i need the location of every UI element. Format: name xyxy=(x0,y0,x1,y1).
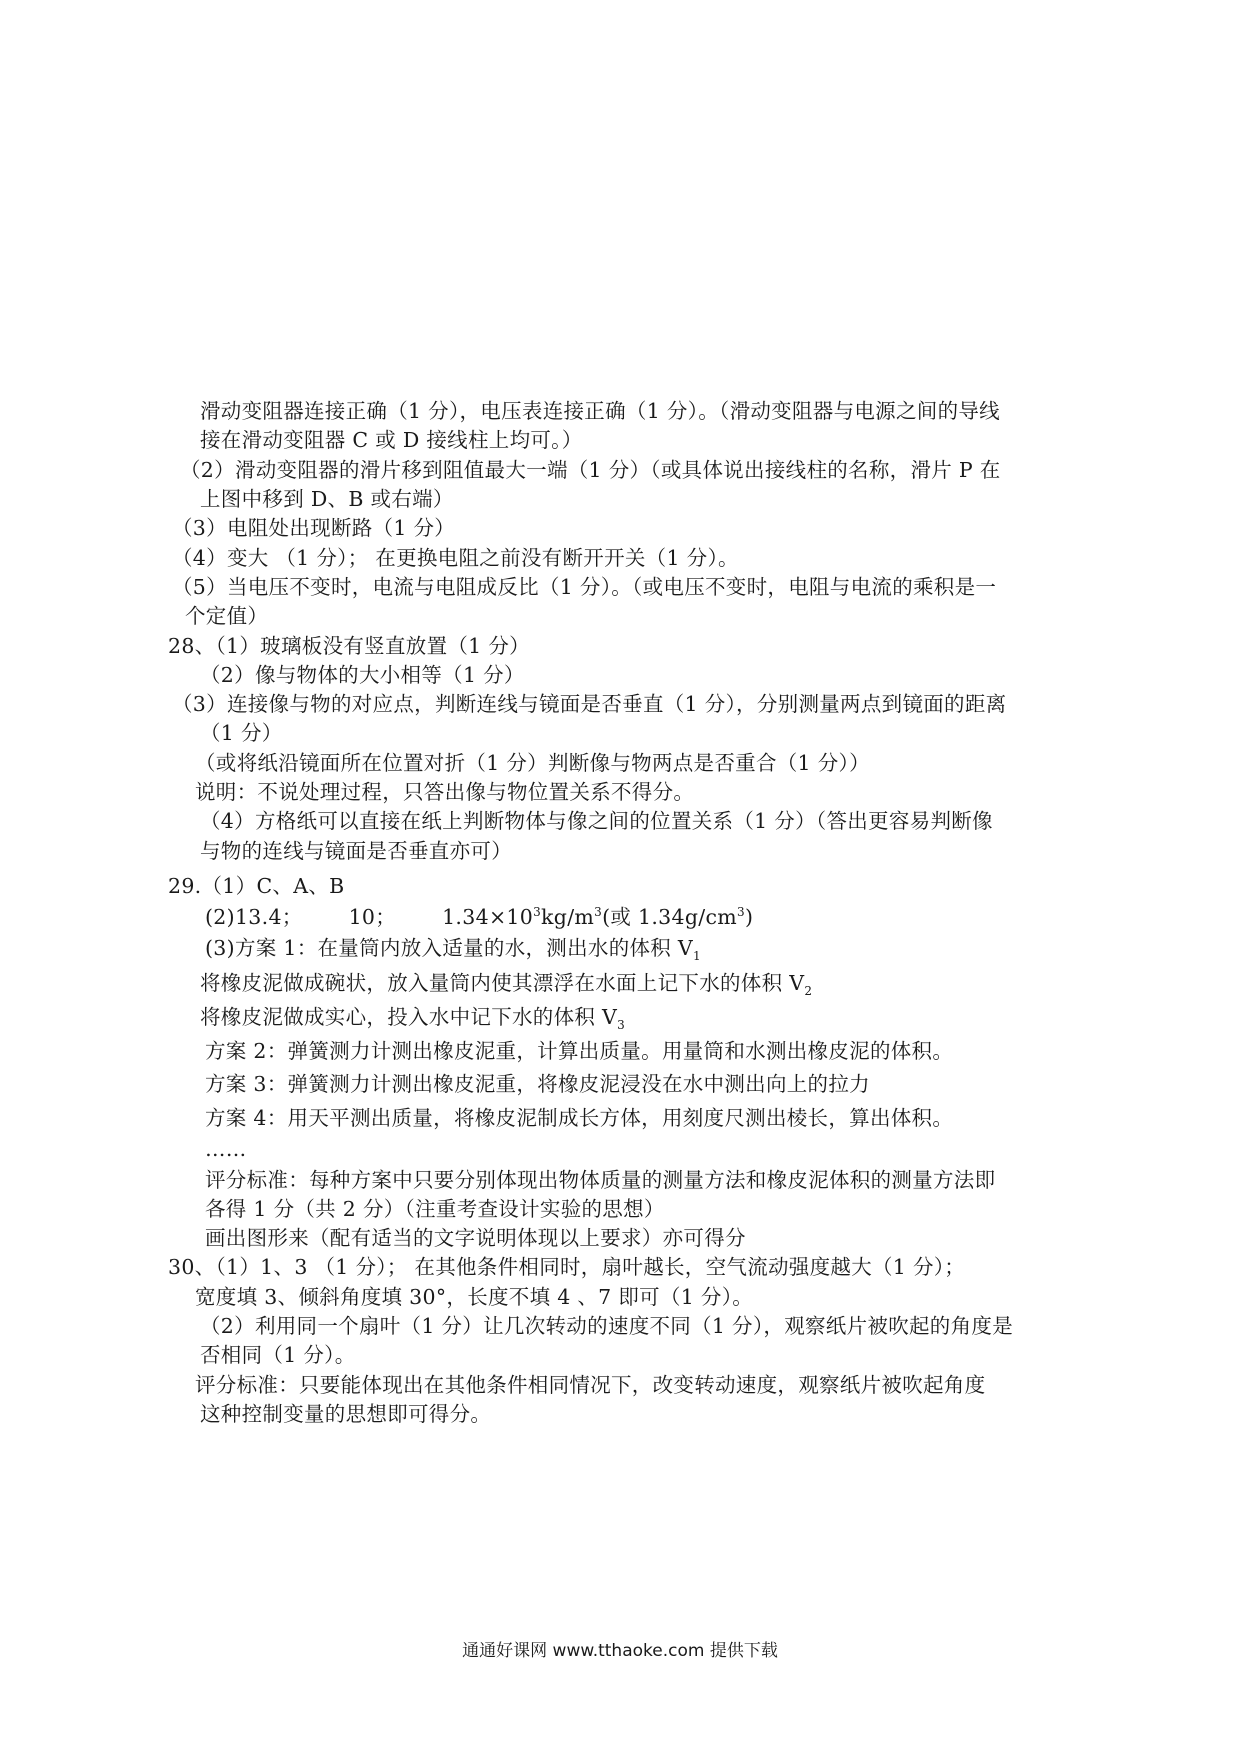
text-line: 这种控制变量的思想即可得分。 xyxy=(200,1402,492,1426)
text-line: 方案 3：弹簧测力计测出橡皮泥重，将橡皮泥浸没在水中测出向上的拉力 xyxy=(205,1072,870,1096)
text-line: 接在滑动变阻器 C 或 D 接线柱上均可。） xyxy=(200,428,583,452)
text-line: （4）变大 （1 分）； 在更换电阻之前没有断开开关（1 分）。 xyxy=(172,546,739,570)
text-line: （4）方格纸可以直接在纸上判断物体与像之间的位置关系（1 分）（答出更容易判断像 xyxy=(200,809,993,833)
text-line: （2）滑动变阻器的滑片移到阻值最大一端（1 分）（或具体说出接线柱的名称，滑片 P 在 xyxy=(180,458,1001,482)
page-footer: 通通好课网 www.tthaoke.com 提供下载 xyxy=(462,1641,778,1661)
q29-value-b: 10； xyxy=(348,905,397,929)
text-line: （5）当电压不变时，电流与电阻成反比（1 分）。（或电压不变时，电阻与电流的乘积是一 xyxy=(172,575,997,599)
text-line: 否相同（1 分）。 xyxy=(200,1343,356,1367)
text-line: 将橡皮泥做成碗状，放入量筒内使其漂浮在水面上记下水的体积 $V_2$ xyxy=(200,971,813,999)
text-line: 宽度填 3、倾斜角度填 30°，长度不填 4 、7 即可（1 分）。 xyxy=(195,1285,754,1309)
text-line: (3)方案 1：在量筒内放入适量的水，测出水的体积 $V_1$ xyxy=(205,936,701,964)
question-30-line: 30、（1）1、3 （1 分）； 在其他条件相同时，扇叶越长，空气流动强度越大（1 分）； xyxy=(168,1255,966,1279)
text-line: 上图中移到 D、B 或右端） xyxy=(200,487,454,511)
text-line: 与物的连线与镜面是否垂直亦可） xyxy=(200,839,512,863)
text-line: （3）电阻处出现断路（1 分） xyxy=(172,516,456,540)
text-line: （3）连接像与物的对应点，判断连线与镜面是否垂直（1 分），分别测量两点到镜面的距离 xyxy=(172,692,1007,716)
text-line: （2）利用同一个扇叶（1 分）让几次转动的速度不同（1 分），观察纸片被吹起的角度是 xyxy=(200,1314,1014,1338)
text-line: 方案 4：用天平测出质量，将橡皮泥制成长方体，用刻度尺测出棱长，算出体积。 xyxy=(205,1106,954,1130)
text-line: 滑动变阻器连接正确（1 分），电压表连接正确（1 分）。（滑动变阻器与电源之间的导线 xyxy=(200,399,1000,423)
text-line: （1 分） xyxy=(200,721,283,745)
q29-value-a: (2)13.4； xyxy=(205,905,303,929)
question-29-line: 29.（1）C、A、B xyxy=(168,874,345,898)
text-line: （2）像与物体的大小相等（1 分） xyxy=(200,663,525,687)
q29-answer-2 xyxy=(205,904,753,930)
text-line: 评分标准：只要能体现出在其他条件相同情况下，改变转动速度，观察纸片被吹起角度 xyxy=(195,1373,986,1397)
question-28-line: 28、（1）玻璃板没有竖直放置（1 分） xyxy=(168,634,530,658)
text-line: …… xyxy=(205,1137,247,1161)
text-line: 评分标准：每种方案中只要分别体现出物体质量的测量方法和橡皮泥体积的测量方法即 xyxy=(205,1168,996,1192)
text-line: 画出图形来（配有适当的文字说明体现以上要求）亦可得分 xyxy=(205,1226,746,1250)
text-line: （或将纸沿镜面所在位置对折（1 分）判断像与物两点是否重合（1 分）） xyxy=(195,751,870,775)
text-line: 说明：不说处理过程，只答出像与物位置关系不得分。 xyxy=(195,780,695,804)
text-line: 各得 1 分（共 2 分）（注重考查设计实验的思想） xyxy=(205,1197,665,1221)
q29-value-c: $1.34\times 10^3kg/m^3$(或 $1.34g/cm^3$) xyxy=(442,905,754,929)
text-line: 个定值） xyxy=(185,604,269,628)
text-line: 方案 2：弹簧测力计测出橡皮泥重，计算出质量。用量筒和水测出橡皮泥的体积。 xyxy=(205,1039,954,1063)
text-line: 将橡皮泥做成实心，投入水中记下水的体积 $V_3$ xyxy=(200,1005,626,1033)
